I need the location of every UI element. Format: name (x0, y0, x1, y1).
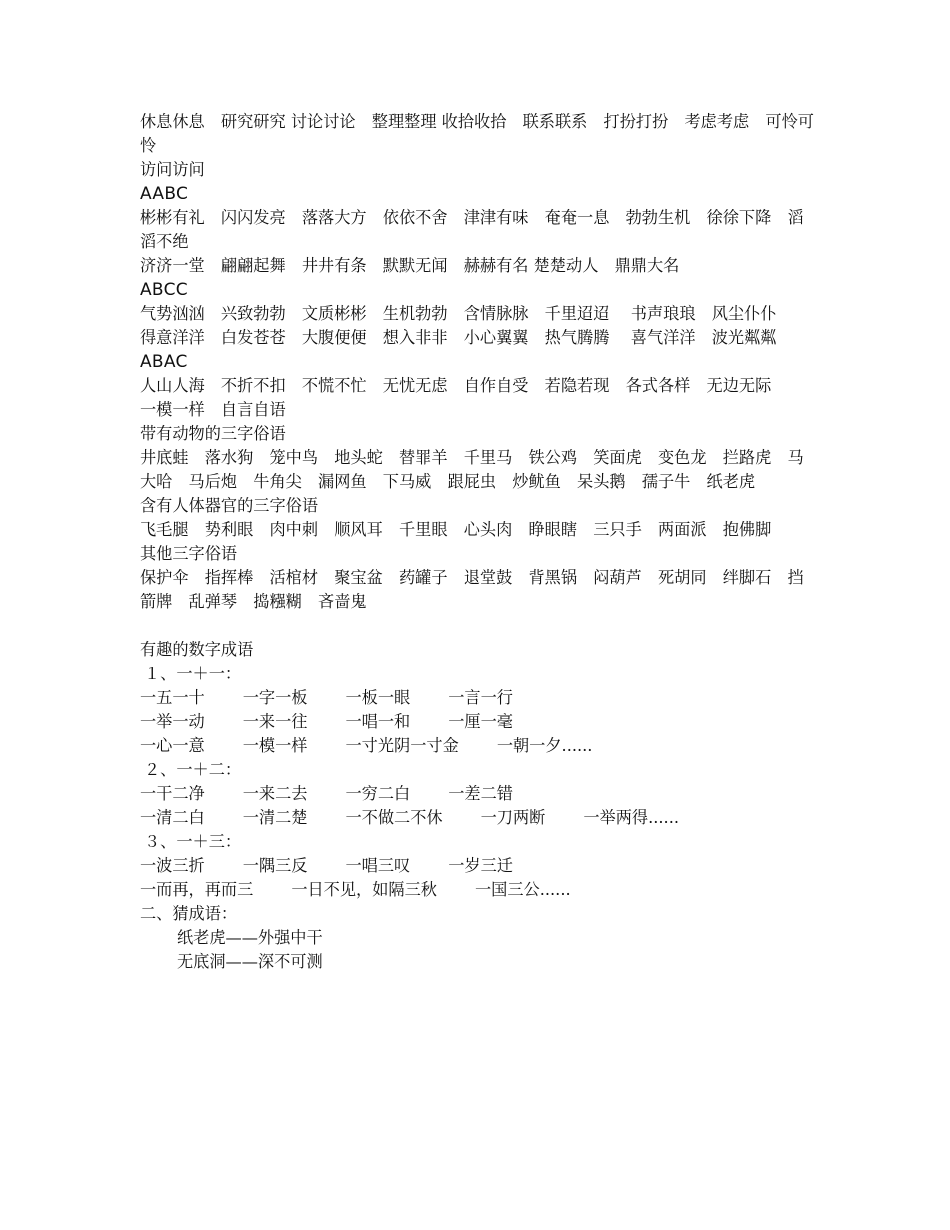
numbers-group-3-row-1 (140, 854, 816, 878)
numbers-group-2-row-2 (140, 806, 816, 830)
riddles-title: 二、猜成语： (140, 904, 238, 923)
idiom: 一干二净 (140, 784, 205, 803)
numbers-group-3-row-2 (140, 878, 816, 902)
idiom: 一穷二白 (345, 784, 411, 803)
numbers-group-3-label: ３、一＋三： (144, 832, 242, 851)
body-content: 飞毛腿 势利眼 肉中刺 顺风耳 千里眼 心头肉 睁眼瞎 三只手 两面派 抱佛脚 (140, 520, 772, 539)
idiom: 一波三折 (140, 856, 205, 875)
idiom: 一刀两断 (480, 808, 546, 827)
blank-line (140, 614, 816, 638)
idiom: 一厘一毫 (448, 712, 513, 731)
aabb-line-1: 休息休息 研究研究 讨论讨论 整理整理 收拾收拾 联系联系 打扮打扮 考虑考虑 可怜可怜 (140, 112, 814, 155)
animals-title: 带有动物的三字俗语 (140, 424, 286, 443)
idiom: 一来二去 (242, 784, 308, 803)
numbers-title: 有趣的数字成语 (140, 640, 254, 659)
idiom: 一心一意 (140, 736, 205, 755)
aabc-heading: AABC (140, 184, 189, 204)
numbers-group-2-label: ２、一＋二： (144, 760, 242, 779)
idiom: 一日不见，如隔三秋 (291, 880, 437, 899)
idiom: 一五一十 (140, 688, 205, 707)
animals-content: 井底蛙 落水狗 笼中鸟 地头蛇 替罪羊 千里马 铁公鸡 笑面虎 变色龙 拦路虎 马大哈 马后炮 牛角尖 漏网鱼 下马威 跟屁虫 炒鱿鱼 呆头鹅 孺子牛 纸老虎 (140, 448, 804, 491)
aabc-line-2: 济济一堂 翩翩起舞 井井有条 默默无闻 赫赫有名 楚楚动人 鼎鼎大名 (140, 256, 680, 275)
abcc-heading: ABCC (140, 280, 188, 300)
idiom: 一来一往 (242, 712, 308, 731)
numbers-group-2-row-1 (140, 782, 816, 806)
idiom: 一清二白 (140, 808, 205, 827)
idiom: 一言一行 (448, 688, 513, 707)
idiom: 一不做二不休 (345, 808, 443, 827)
idiom: 一朝一夕...... (496, 736, 593, 755)
numbers-group-1-row-2 (140, 710, 816, 734)
idiom: 一隅三反 (242, 856, 308, 875)
numbers-group-1-row-3 (140, 734, 816, 758)
idiom: 一差二错 (448, 784, 513, 803)
idiom: 一清二楚 (242, 808, 308, 827)
body-title: 含有人体器官的三字俗语 (140, 496, 319, 515)
idiom: 一板一眼 (345, 688, 411, 707)
idiom: 一模一样 (242, 736, 308, 755)
idiom: 一国三公...... (475, 880, 571, 899)
idiom: 一举两得...... (583, 808, 679, 827)
aabb-line-2: 访问访问 (140, 160, 205, 179)
abcc-line-1: 气势汹汹 兴致勃勃 文质彬彬 生机勃勃 含情脉脉 千里迢迢 书声琅琅 风尘仆仆 (140, 304, 777, 323)
idiom: 一唱三叹 (345, 856, 411, 875)
abac-line-2: 一模一样 自言自语 (140, 400, 286, 419)
idiom: 一唱一和 (345, 712, 411, 731)
idiom: 一举一动 (140, 712, 205, 731)
abac-heading: ABAC (140, 352, 188, 372)
riddle-item: 纸老虎——外强中干 (177, 928, 323, 947)
aabc-line-1: 彬彬有礼 闪闪发亮 落落大方 依依不舍 津津有味 奄奄一息 勃勃生机 徐徐下降 滔滔不绝 (140, 208, 804, 251)
document-page (140, 110, 816, 974)
other-content: 保护伞 指挥棒 活棺材 聚宝盆 药罐子 退堂鼓 背黑锅 闷葫芦 死胡同 绊脚石 挡箭牌 乱弹琴 捣糨糊 吝啬鬼 (140, 568, 804, 611)
abcc-line-2: 得意洋洋 白发苍苍 大腹便便 想入非非 小心翼翼 热气腾腾 喜气洋洋 波光粼粼 (140, 328, 777, 347)
numbers-group-1-label: １、一＋一： (144, 664, 242, 683)
abac-line-1: 人山人海 不折不扣 不慌不忙 无忧无虑 自作自受 若隐若现 各式各样 无边无际 (140, 376, 772, 395)
idiom: 一寸光阴一寸金 (345, 736, 459, 755)
idiom: 一字一板 (242, 688, 308, 707)
riddle-item: 无底洞——深不可测 (177, 952, 323, 971)
numbers-group-1-row-1 (140, 686, 816, 710)
other-title: 其他三字俗语 (140, 544, 238, 563)
idiom: 一岁三迁 (448, 856, 513, 875)
idiom: 一而再，再而三 (140, 880, 254, 899)
